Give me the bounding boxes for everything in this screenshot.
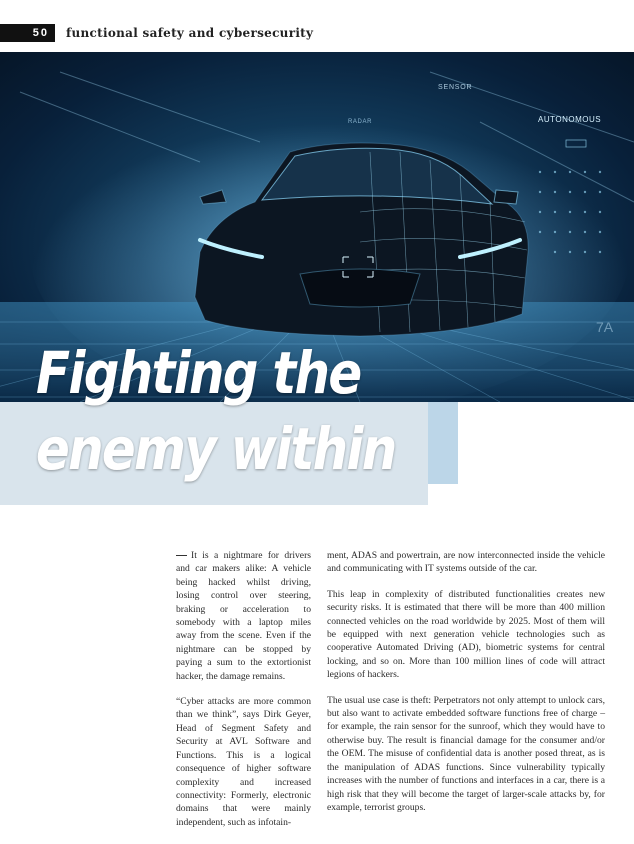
paragraph: “Cyber attacks are more common than we think”, says Dirk Geyer, Head of Segment Safety and Security at AVL Software and Functions. This is a logical consequence of higher software complexity and increased connectivity: Formerly, electronic domains that were mainly independent, such as infotain- bbox=[176, 696, 311, 828]
body-column-2 bbox=[327, 549, 605, 826]
page-header bbox=[0, 0, 634, 52]
hud-label-autonomous: AUTONOMOUS bbox=[538, 115, 602, 124]
paragraph: ment, ADAS and powertrain, are now interconnected inside the vehicle and communicating with IT systems outside of the car. bbox=[327, 550, 605, 575]
body-column-1 bbox=[176, 549, 311, 841]
hud-label-corner: 7A bbox=[596, 319, 614, 335]
paragraph: The usual use case is theft: Perpetrators not only attempt to unlock cars, but also want to activate embedded software functions free of charge – for example, the rain sensor for the sunroof, which they would have to otherwise buy. The result is financial damage for the consumer and/or the OEM. The misuse of confidential data is another posed threat, as is the manipulation of ADAS functions. Since vulnerability typically increases with the number of functions and interfaces in a car, there is a high risk that they will become the target of larger-scale attacks by, for example, terrorist groups. bbox=[327, 694, 605, 813]
paragraph-text: It is a nightmare for drivers and car makers alike: A vehicle being hacked whilst driving, losing control over steering, braking or acceleration to somebody with a laptop miles away from the scene. Even if the nightmare can be stopped by paying a sum to the extortionist hacker, the damage remains. bbox=[176, 550, 311, 682]
title-accent-band bbox=[428, 402, 458, 484]
paragraph: This leap in complexity of distributed functionalities creates new security risks. It is estimated that there will be more than 400 million connected vehicles on the road worldwide by 2025. Most of them will be equipped with next generation vehicle technologies such as cooperative Automated Driving (AD), biometric systems for central locking, and so on. More than 100 million lines of code will attract legions of hackers. bbox=[327, 588, 605, 681]
title-line-2: enemy within bbox=[36, 415, 396, 483]
hud-label-sensor: SENSOR bbox=[438, 84, 473, 91]
section-title: functional safety and cybersecurity bbox=[66, 26, 314, 40]
article-title bbox=[36, 335, 396, 487]
paragraph bbox=[176, 549, 311, 683]
page-number: 50 bbox=[0, 24, 55, 42]
hud-label-radar: RADAR bbox=[348, 119, 373, 125]
title-line-1: Fighting the bbox=[36, 339, 361, 407]
lead-dash bbox=[176, 555, 187, 556]
